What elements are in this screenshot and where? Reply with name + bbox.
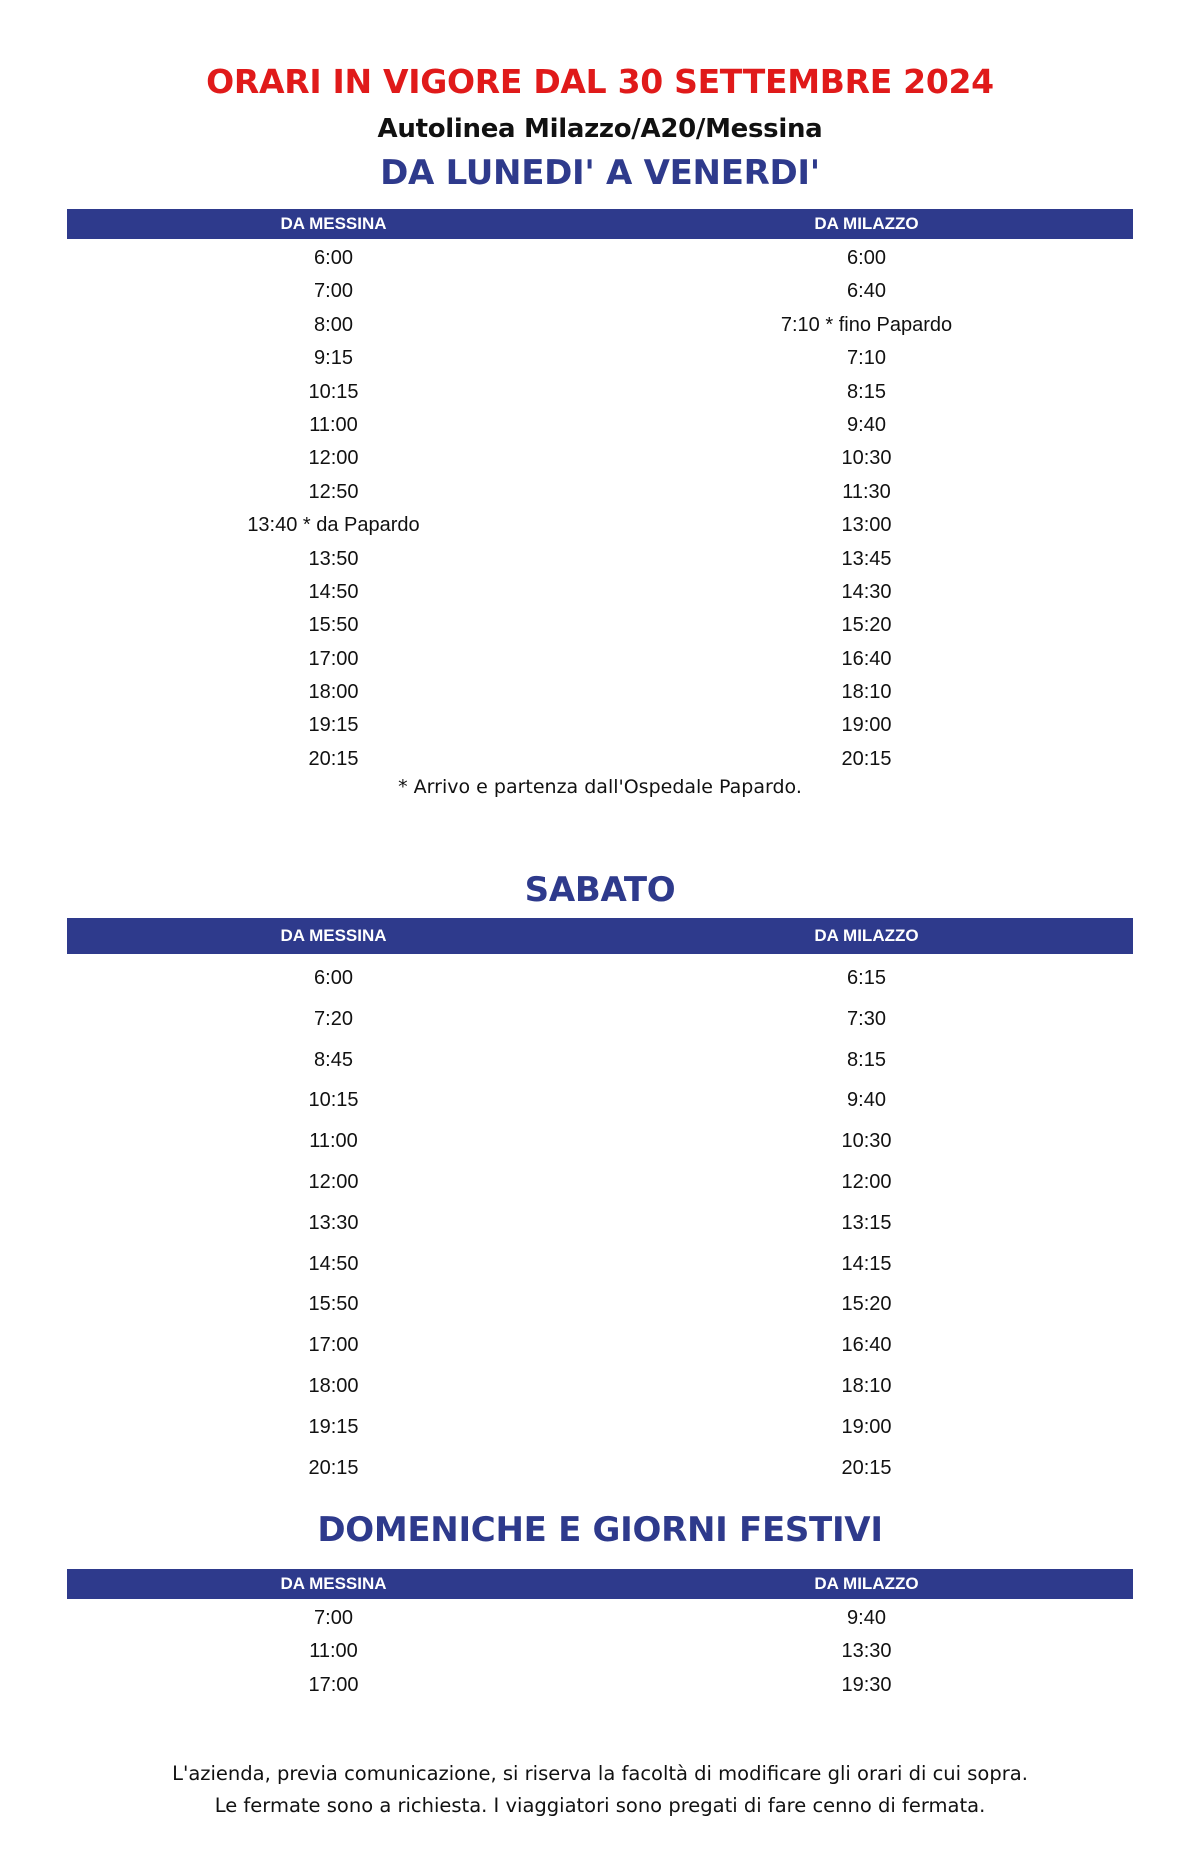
departure-time-from-messina: 6:00 [314,247,353,269]
departure-time-from-milazzo: 13:30 [841,1640,892,1663]
saturday-header-bar [67,918,1133,954]
table-row [67,999,1133,1040]
route-subtitle: Autolinea Milazzo/A20/Messina [377,114,823,144]
departure-time-from-milazzo: 19:30 [841,1673,892,1696]
weekday-rows [67,242,1133,776]
departure-time-from-milazzo: 19:00 [841,1415,892,1438]
table-row [67,442,1133,475]
table-row [67,309,1133,342]
departure-time-from-milazzo: 8:15 [847,1048,886,1071]
departure-time-from-milazzo: 9:40 [847,1607,886,1629]
footer-line-2: Le fermate sono a richiesta. I viaggiatori sono pregati di fare cenno di fermata. [214,1794,986,1817]
table-row [67,1284,1133,1325]
departure-time-from-messina: 10:15 [308,380,359,403]
table-row [67,676,1133,709]
departure-time-from-messina: 7:00 [314,1607,353,1629]
table-row [67,1448,1133,1489]
departure-time-from-milazzo: 18:10 [841,1374,892,1397]
holiday-section-title: DOMENICHE E GIORNI FESTIVI [317,1510,883,1550]
table-row [67,958,1133,999]
column-header-from-milazzo: DA MILAZZO [814,926,919,945]
departure-time-from-messina: 11:00 [309,413,358,436]
departure-time-from-milazzo: 11:30 [842,480,891,503]
table-row [67,1325,1133,1366]
table-row [67,1121,1133,1162]
table-row [67,1669,1133,1702]
footer-line-1: L'azienda, previa comunicazione, si riserva la facoltà di modificare gli orari di cui sopra. [172,1762,1028,1785]
table-row [67,709,1133,742]
departure-time-from-messina: 17:00 [308,1673,359,1696]
departure-time-from-milazzo: 16:40 [841,647,892,670]
departure-time-from-milazzo: 12:00 [841,1170,892,1193]
departure-time-from-messina: 9:15 [314,347,353,370]
departure-time-from-milazzo: 18:10 [841,681,892,704]
departure-time-from-messina: 20:15 [308,747,359,770]
weekday-header-bar [67,209,1133,239]
table-row [67,242,1133,275]
departure-time-from-messina: 14:50 [308,580,359,603]
column-header-from-milazzo: DA MILAZZO [814,214,919,233]
departure-time-from-messina: 7:00 [314,280,353,303]
table-row [67,342,1133,375]
column-header-from-messina: DA MESSINA [280,926,387,945]
saturday-rows [67,958,1133,1488]
table-row [67,509,1133,542]
departure-time-from-messina: 8:45 [314,1048,353,1071]
departure-time-from-milazzo: 15:20 [841,614,892,637]
departure-time-from-messina: 11:00 [309,1130,358,1153]
table-row [67,1366,1133,1407]
table-row [67,1602,1133,1635]
departure-time-from-messina: 15:50 [308,1293,359,1316]
departure-time-from-messina: 17:00 [308,1334,359,1357]
departure-time-from-milazzo: 7:10 * fino Papardo [780,313,953,336]
departure-time-from-messina: 14:50 [308,1252,359,1275]
departure-time-from-messina: 10:15 [308,1089,359,1112]
weekday-section-title: DA LUNEDI' A VENERDI' [380,153,820,193]
main-title: ORARI IN VIGORE DAL 30 SETTEMBRE 2024 [206,62,994,101]
table-row [67,609,1133,642]
departure-time-from-milazzo: 10:30 [841,1130,892,1153]
departure-time-from-messina: 12:50 [308,480,359,503]
departure-time-from-milazzo: 6:00 [847,247,886,269]
departure-time-from-messina: 19:15 [308,1415,359,1438]
departure-time-from-messina: 13:50 [308,547,359,570]
departure-time-from-messina: 12:00 [308,447,359,470]
departure-time-from-milazzo: 7:10 [847,347,886,370]
table-row [67,1040,1133,1081]
footer-disclaimer [0,1758,1200,1822]
holiday-header-bar [67,1569,1133,1599]
column-header-from-milazzo: DA MILAZZO [814,1574,919,1593]
departure-time-from-messina: 13:30 [308,1211,359,1234]
departure-time-from-milazzo: 16:40 [841,1334,892,1357]
departure-time-from-milazzo: 6:15 [847,967,886,989]
departure-time-from-messina: 17:00 [308,647,359,670]
departure-time-from-milazzo: 6:40 [847,280,886,303]
departure-time-from-milazzo: 13:45 [841,547,892,570]
departure-time-from-milazzo: 15:20 [841,1293,892,1316]
departure-time-from-messina: 12:00 [308,1170,359,1193]
holiday-rows [67,1602,1133,1702]
departure-time-from-messina: 8:00 [314,313,353,336]
table-row [67,476,1133,509]
departure-time-from-milazzo: 9:40 [847,413,886,436]
table-row [67,1635,1133,1668]
departure-time-from-messina: 7:20 [314,1007,353,1030]
departure-time-from-milazzo: 19:00 [841,714,892,737]
departure-time-from-messina: 6:00 [314,967,353,989]
departure-time-from-milazzo: 13:00 [841,514,892,537]
departure-time-from-milazzo: 14:15 [841,1252,892,1275]
table-row [67,1080,1133,1121]
table-row [67,643,1133,676]
departure-time-from-milazzo: 9:40 [847,1089,886,1112]
column-header-from-messina: DA MESSINA [280,1574,387,1593]
table-row [67,1407,1133,1448]
table-row [67,376,1133,409]
departure-time-from-milazzo: 20:15 [841,1456,892,1479]
table-row [67,1203,1133,1244]
table-row [67,576,1133,609]
departure-time-from-messina: 15:50 [308,614,359,637]
table-row [67,1162,1133,1203]
departure-time-from-messina: 11:00 [309,1640,358,1663]
departure-time-from-milazzo: 20:15 [841,747,892,770]
departure-time-from-messina: 13:40 * da Papardo [247,514,420,537]
table-row [67,275,1133,308]
table-row [67,409,1133,442]
papardo-note: * Arrivo e partenza dall'Ospedale Papardo. [398,776,802,798]
departure-time-from-messina: 20:15 [308,1456,359,1479]
departure-time-from-milazzo: 14:30 [841,580,892,603]
table-row [67,743,1133,776]
table-row [67,543,1133,576]
departure-time-from-messina: 18:00 [308,1374,359,1397]
departure-time-from-messina: 19:15 [308,714,359,737]
departure-time-from-messina: 18:00 [308,681,359,704]
saturday-section-title: SABATO [524,870,676,910]
departure-time-from-milazzo: 7:30 [847,1007,886,1030]
table-row [67,1244,1133,1285]
departure-time-from-milazzo: 13:15 [841,1211,892,1234]
departure-time-from-milazzo: 8:15 [847,380,886,403]
departure-time-from-milazzo: 10:30 [841,447,892,470]
column-header-from-messina: DA MESSINA [280,214,387,233]
